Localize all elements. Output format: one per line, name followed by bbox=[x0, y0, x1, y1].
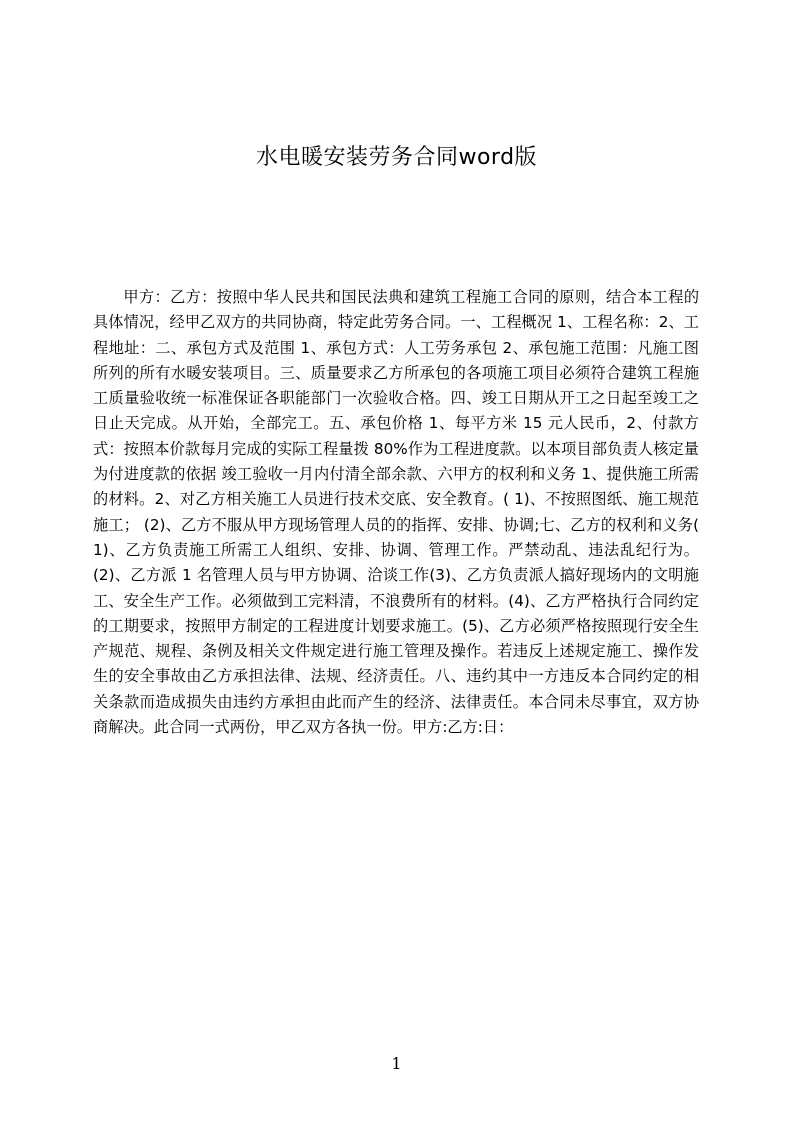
contract-body-text: 甲方：乙方：按照中华人民共和国民法典和建筑工程施工合同的原则，结合本工程的具体情况，经甲乙双方的共同协商，特定此劳务合同。一、工程概况 1、工程名称：2、工程地址：二、承包方式及范围 1、承包方式：人工劳务承包 2、承包施工范围：凡施工图所列的所有水暖安装项目。三、质量要求乙方所承包的各项施工项目必须符合建筑工程施工质量验收统一标准保证各职能部门一次验收合格。四、竣工日期从开工之日起至竣工之日止天完成。从开始，全部完工。五、承包价格 1、每平方米 15 元人民币，2、付款方式：按照本价款每月完成的实际工程量拨 80%作为工程进度款。以本项目部负责人核定量为付进度款的依据 竣工验收一月内付清全部余款、六甲方的权利和义务 1、提供施工所需的材料。2、对乙方相关施工人员进行技术交底、安全教育。( 1)、不按照图纸、施工规范施工； (2)、乙方不服从甲方现场管理人员的的指挥、安排、协调;七、乙方的权利和义务( 1)、乙方负责施工所需工人组织、安排、协调、管理工作。严禁动乱、违法乱纪行为。(2)、乙方派 1 名管理人员与甲方协调、洽谈工作(3)、乙方负责派人搞好现场内的文明施工、安全生产工作。必须做到工完料清，不浪费所有的材料。(4)、乙方严格执行合同约定的工期要求，按照甲方制定的工程进度计划要求施工。(5)、乙方必须严格按照现行安全生产规范、规程、条例及相关文件规定进行施工管理及操作。若违反上述规定施工、操作发生的安全事故由乙方承担法律、法规、经济责任。八、违约其中一方违反本合同约定的相关条款而造成损失由违约方承担由此而产生的经济、法律责任。本合同未尽事宜，双方协商解决。此合同一式两份，甲乙双方各执一份。甲方:乙方:日： bbox=[93, 288, 699, 737]
document-title: 水电暖安装劳务合同word版 bbox=[255, 145, 538, 170]
page-number: 1 bbox=[391, 1054, 402, 1073]
